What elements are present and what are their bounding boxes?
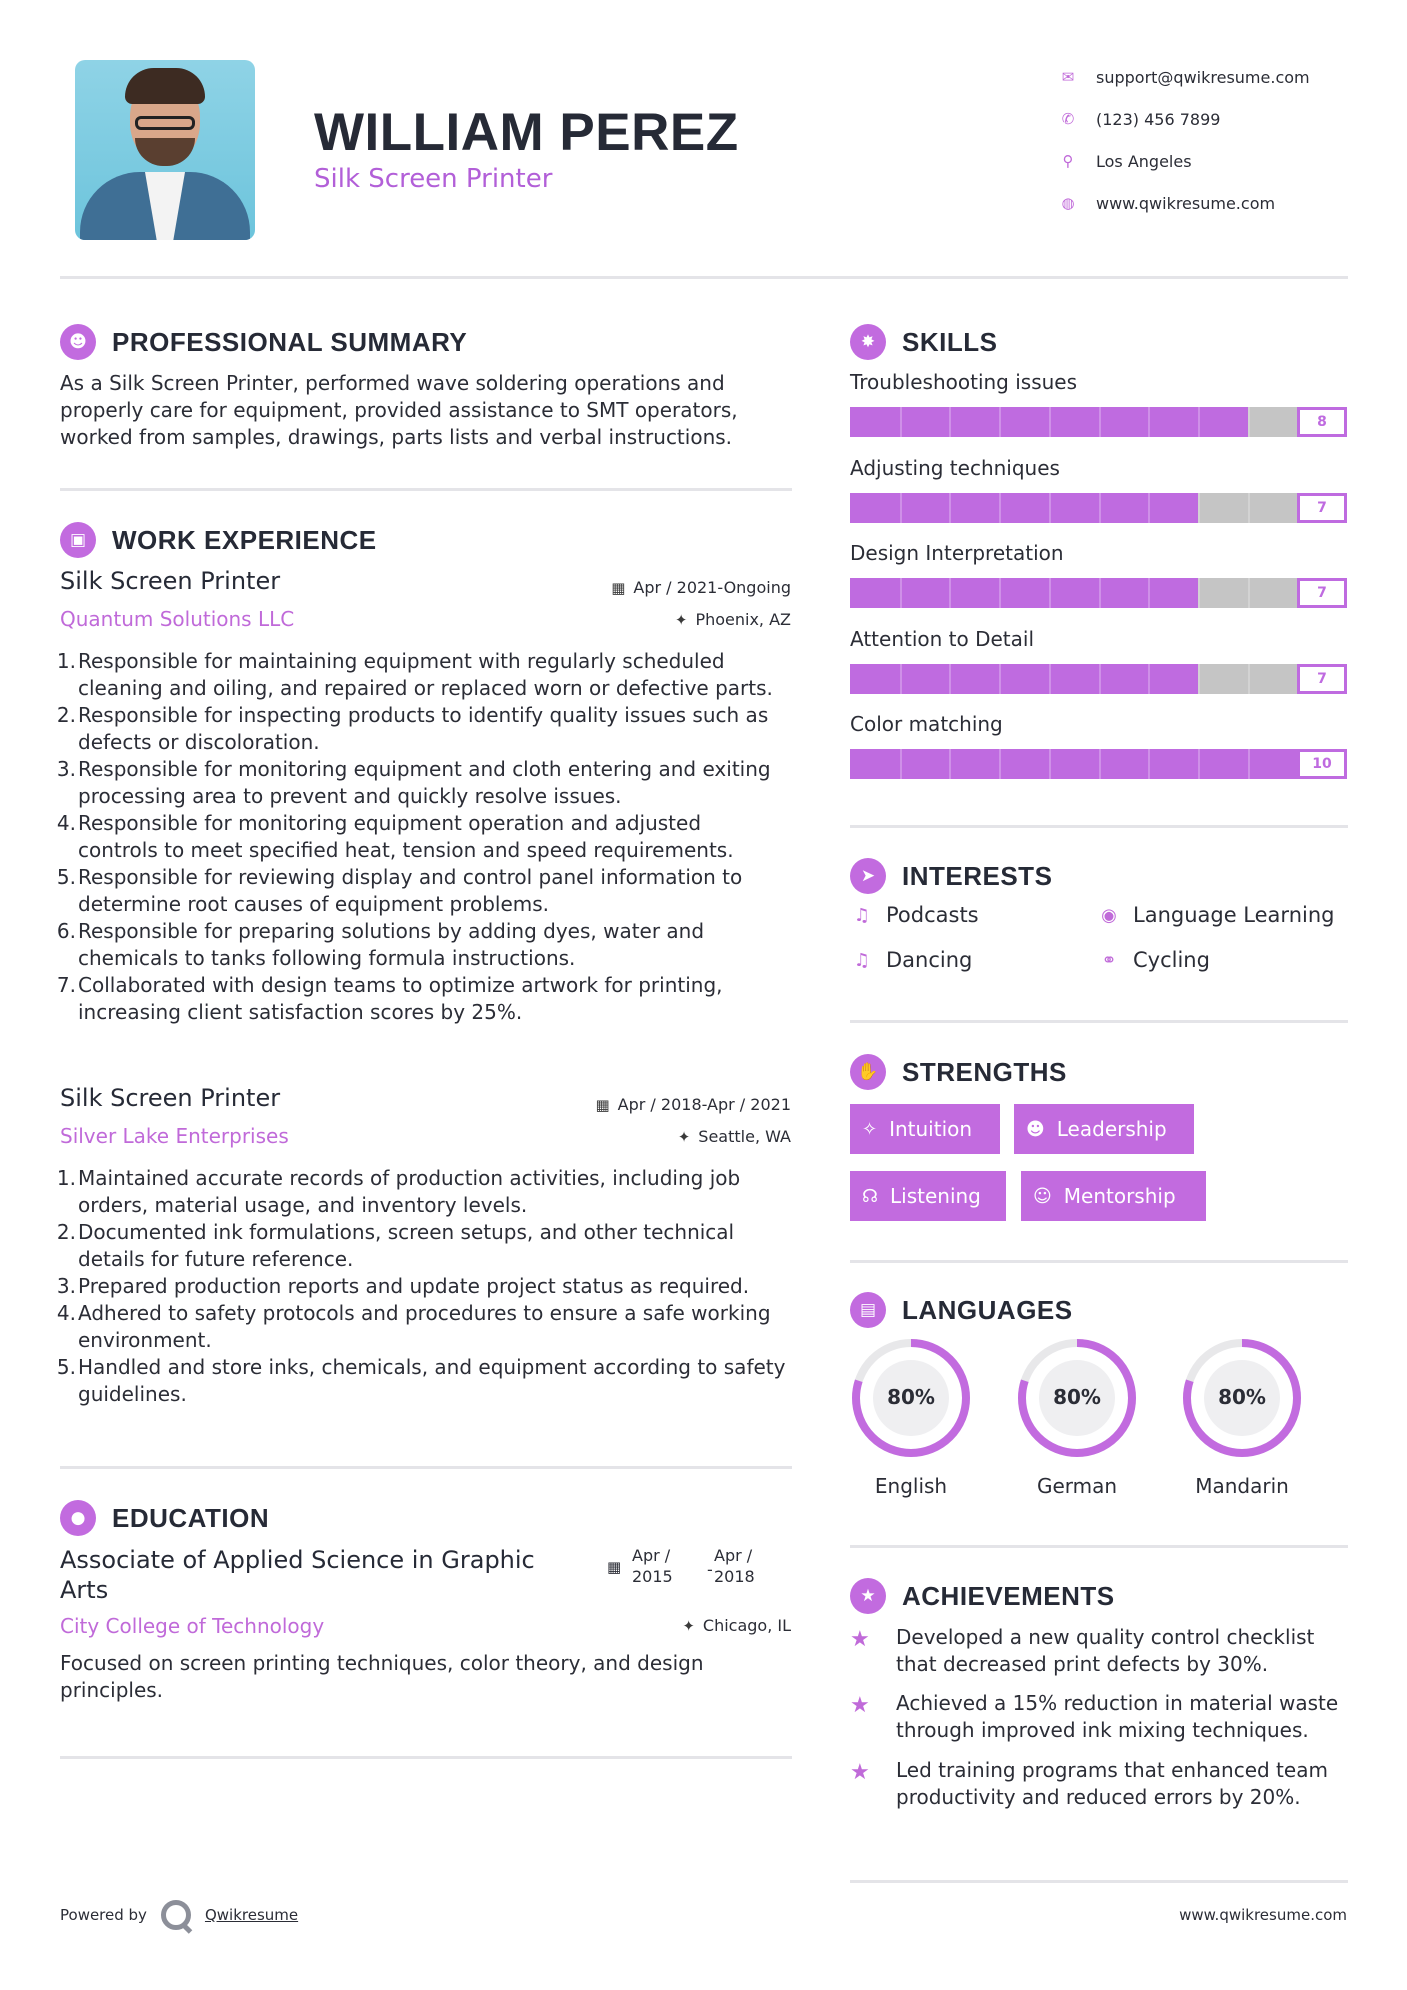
skill-score: 10 (1297, 749, 1347, 779)
skill-score: 7 (1297, 578, 1347, 608)
skill-rating-bar (850, 407, 1347, 437)
magic-wand-icon: ✧ (862, 1118, 878, 1140)
users-icon: ☻ (1026, 1118, 1045, 1140)
job-position: Silk Screen Printer (60, 567, 281, 595)
skill-bar-segment (900, 664, 902, 694)
skill-bar-segment (999, 749, 1001, 779)
contact-email[interactable] (1050, 56, 1380, 98)
interest-item: ◉ Language Learning (1097, 903, 1334, 927)
skill-bar-segment (999, 493, 1001, 523)
interests-heading: ➤ INTERESTS (850, 858, 1052, 894)
globe-icon: ◉ (1101, 904, 1117, 926)
user-icon: ☻ (60, 324, 96, 360)
skill-bar-segment (900, 749, 902, 779)
skill-bar-segment (999, 664, 1001, 694)
education-location: ✦ Chicago, IL (682, 1616, 791, 1635)
job-company: Quantum Solutions LLC (60, 607, 295, 631)
shooting-star-icon: ★ (850, 1760, 870, 1785)
footer-url[interactable]: www.qwikresume.com (1179, 1906, 1347, 1924)
paper-plane-icon: ➤ (850, 858, 886, 894)
education-heading: ● EDUCATION (60, 1500, 269, 1536)
skill-bar-segment (1248, 664, 1250, 694)
list-item: 1. Responsible for maintaining equipment with regularly scheduled cleaning and oiling, and repaired or replaced worn or defective parts. (56, 649, 773, 700)
shooting-star-icon: ★ (850, 1627, 870, 1652)
job-company: Silver Lake Enterprises (60, 1124, 289, 1148)
location-pin-icon: ⚲ (1062, 152, 1074, 170)
list-item: 1. Maintained accurate records of production activities, including job orders, material usage, and inventory levels. (56, 1166, 741, 1217)
skill-bar-segment (1198, 578, 1200, 608)
skill-bar-segment (949, 493, 951, 523)
achievement-item: ★ Developed a new quality control checklist that decreased print defects by 30%. (850, 1625, 1315, 1676)
language-name: Mandarin (1195, 1474, 1289, 1498)
skill-bar-segment (949, 664, 951, 694)
contact-phone[interactable] (1050, 98, 1380, 140)
job-position: Silk Screen Printer (60, 1084, 281, 1112)
job-dates: ▦ Apr / 2021-Ongoing (611, 578, 791, 597)
skill-label: Adjusting techniques (850, 455, 1060, 480)
envelope-icon: ✉ (1061, 68, 1075, 86)
section-divider (850, 1880, 1348, 1883)
education-description: Focused on screen printing techniques, color theory, and design principles. (60, 1651, 704, 1702)
strengths-heading: ✋ STRENGTHS (850, 1054, 1067, 1090)
skill-bar-segment (1049, 664, 1051, 694)
contact-text: support@qwikresume.com (1096, 67, 1310, 87)
language-percent: 80% (887, 1385, 935, 1409)
music-note-icon: ♫ (853, 949, 871, 971)
skill-bar-segment (1099, 578, 1101, 608)
job-location: ✦ Seattle, WA (677, 1127, 791, 1146)
job-location: ✦ Phoenix, AZ (674, 610, 791, 629)
school-name: City College of Technology (60, 1614, 325, 1638)
skill-bar-fill (850, 578, 1198, 608)
section-divider (60, 1756, 792, 1759)
job-dates: ▦ Apr / 2018-Apr / 2021 (595, 1095, 791, 1114)
calendar-icon: ▦ (611, 579, 626, 597)
skill-rating-bar (850, 664, 1347, 694)
skill-bar-segment (1198, 493, 1200, 523)
skill-bar-segment (1248, 493, 1250, 523)
skill-bar-fill (850, 493, 1198, 523)
strength-tag: ☊ Listening (850, 1171, 1006, 1221)
language-name: English (874, 1474, 948, 1498)
skill-bar-segment (1049, 578, 1051, 608)
achievements-heading: ★ ACHIEVEMENTS (850, 1578, 1115, 1614)
skill-bar-segment (1049, 493, 1051, 523)
calendar-icon: ▦ (607, 1558, 622, 1576)
skill-bar-segment (949, 749, 951, 779)
skill-label: Design Interpretation (850, 541, 1064, 565)
graduation-icon: ● (60, 1500, 96, 1536)
interest-item: ♫ Podcasts (850, 903, 979, 927)
skill-bar-segment (1248, 407, 1250, 437)
headphones-icon: ☊ (862, 1185, 878, 1207)
skill-bar-fill (850, 664, 1198, 694)
skill-rating-bar (850, 578, 1347, 608)
skill-bar-segment (949, 407, 951, 437)
briefcase-icon: ▣ (60, 522, 96, 558)
profile-photo (75, 60, 255, 240)
star-badge-icon: ★ (850, 1578, 886, 1614)
pin-icon: ✦ (677, 1128, 691, 1146)
contact-text: Los Angeles (1096, 151, 1192, 171)
powered-by-label: Powered by (60, 1906, 147, 1924)
contact-website[interactable] (1050, 182, 1380, 224)
strength-tag: ✧ Intuition (850, 1104, 1000, 1154)
skill-bar-segment (1049, 749, 1051, 779)
qwikresume-logo-icon (161, 1900, 191, 1930)
language-name: German (1036, 1474, 1118, 1498)
list-item: 4. Adhered to safety protocols and procedures to ensure a safe working environment. (56, 1301, 771, 1352)
interest-item: ⚭ Cycling (1097, 948, 1210, 972)
list-item: 3. Responsible for monitoring equipment and cloth entering and exiting processing area to prevent and quickly resolve issues. (56, 757, 771, 808)
skill-bar-segment (900, 407, 902, 437)
skill-bar-segment (1198, 664, 1200, 694)
list-item: 2. Responsible for inspecting products to identify quality issues such as defects or discoloration. (56, 703, 769, 754)
skill-rating-bar (850, 749, 1347, 779)
contact-text: www.qwikresume.com (1096, 193, 1276, 213)
bicycle-icon: ⚭ (1101, 949, 1117, 971)
section-divider (60, 488, 792, 491)
skill-bar-segment (1148, 407, 1150, 437)
achievement-item: ★ Achieved a 15% reduction in material waste through improved ink mixing techniques. (850, 1691, 1339, 1742)
skill-score: 7 (1297, 664, 1347, 694)
skill-label: Troubleshooting issues (850, 370, 1078, 394)
candidate-title: Silk Screen Printer (314, 164, 553, 194)
skill-bar-segment (1099, 407, 1101, 437)
list-item: 5. Responsible for reviewing display and control panel information to determine root causes of equipment problems. (56, 865, 743, 916)
section-divider (850, 1260, 1348, 1263)
pin-icon: ✦ (674, 611, 688, 629)
summary-heading: ☻ PROFESSIONAL SUMMARY (60, 324, 467, 360)
summary-text: As a Silk Screen Printer, performed wave soldering operations and properly care for equipment, provided assistance to SMT operators, worked from samples, drawings, parts lists and verbal instructions. (60, 371, 738, 449)
footer-branding (60, 1900, 298, 1930)
skill-bar-segment (1148, 493, 1150, 523)
languages-heading: ▤ LANGUAGES (850, 1292, 1073, 1328)
skill-bar-segment (1248, 749, 1250, 779)
list-item: 3. Prepared production reports and update project status as required. (56, 1274, 750, 1298)
skill-bar-segment (1198, 749, 1200, 779)
lightbulb-icon: ✸ (850, 324, 886, 360)
list-item: 5. Handled and store inks, chemicals, and equipment according to safety guidelines. (56, 1355, 786, 1406)
contact-location (1050, 140, 1380, 182)
interest-item: ♫ Dancing (850, 948, 972, 972)
pin-icon: ✦ (682, 1617, 695, 1635)
globe-icon: ◍ (1061, 194, 1075, 212)
hand-icon: ✋ (850, 1054, 886, 1090)
skill-rating-bar (850, 493, 1347, 523)
achievement-item: ★ Led training programs that enhanced team productivity and reduced errors by 20%. (850, 1758, 1328, 1809)
microphone-icon: ♫ (853, 904, 871, 926)
section-divider (850, 1020, 1348, 1023)
skill-bar-segment (1148, 578, 1150, 608)
section-divider (850, 1545, 1348, 1548)
skill-bar-segment (1198, 407, 1200, 437)
skill-score: 7 (1297, 493, 1347, 523)
skill-bar-segment (1099, 493, 1101, 523)
strength-tag: ☺ Mentorship (1021, 1171, 1206, 1221)
language-icon: ▤ (850, 1292, 886, 1328)
list-item: 4. Responsible for monitoring equipment operation and adjusted controls to meet specified heat, tension and speed requirements. (56, 811, 734, 862)
degree-title: Associate of Applied Science in Graphic Arts (60, 1546, 535, 1604)
skill-label: Color matching (850, 712, 1003, 736)
shooting-star-icon: ★ (850, 1693, 870, 1718)
language-percent: 80% (1053, 1385, 1101, 1409)
skills-heading: ✸ SKILLS (850, 324, 997, 360)
job-responsibilities (56, 1165, 795, 1408)
phone-icon: ✆ (1061, 110, 1075, 128)
candidate-name: WILLIAM PEREZ (314, 103, 739, 162)
list-item: 7. Collaborated with design teams to optimize artwork for printing, increasing client satisfaction scores by 25%. (56, 973, 723, 1024)
calendar-icon: ▦ (595, 1096, 610, 1114)
experience-heading: ▣ WORK EXPERIENCE (60, 522, 377, 558)
brand-link[interactable]: Qwikresume (204, 1906, 299, 1924)
skill-bar-segment (900, 493, 902, 523)
list-item: 6. Responsible for preparing solutions by adding dyes, water and chemicals to tanks following formula instructions. (56, 919, 705, 970)
language-percent: 80% (1218, 1385, 1266, 1409)
contact-text: (123) 456 7899 (1096, 109, 1221, 129)
section-divider (60, 1466, 792, 1469)
header-divider (60, 276, 1348, 279)
section-divider (850, 825, 1348, 828)
skill-bar-segment (1248, 578, 1250, 608)
skill-bar-segment (1099, 664, 1101, 694)
list-item: 2. Documented ink formulations, screen setups, and other technical details for future reference. (56, 1220, 735, 1271)
contact-list (1050, 56, 1380, 224)
strength-tag: ☻ Leadership (1014, 1104, 1194, 1154)
user-plus-icon: ☺ (1033, 1185, 1052, 1207)
skill-bar-segment (1148, 749, 1150, 779)
skill-bar-segment (1148, 664, 1150, 694)
skill-score: 8 (1297, 407, 1347, 437)
skill-bar-segment (949, 578, 951, 608)
skill-bar-segment (1049, 407, 1051, 437)
job-responsibilities (56, 648, 785, 1026)
skill-bar-segment (999, 407, 1001, 437)
skill-bar-segment (999, 578, 1001, 608)
skill-bar-segment (900, 578, 902, 608)
skill-bar-segment (1099, 749, 1101, 779)
skill-label: Attention to Detail (850, 626, 1035, 651)
